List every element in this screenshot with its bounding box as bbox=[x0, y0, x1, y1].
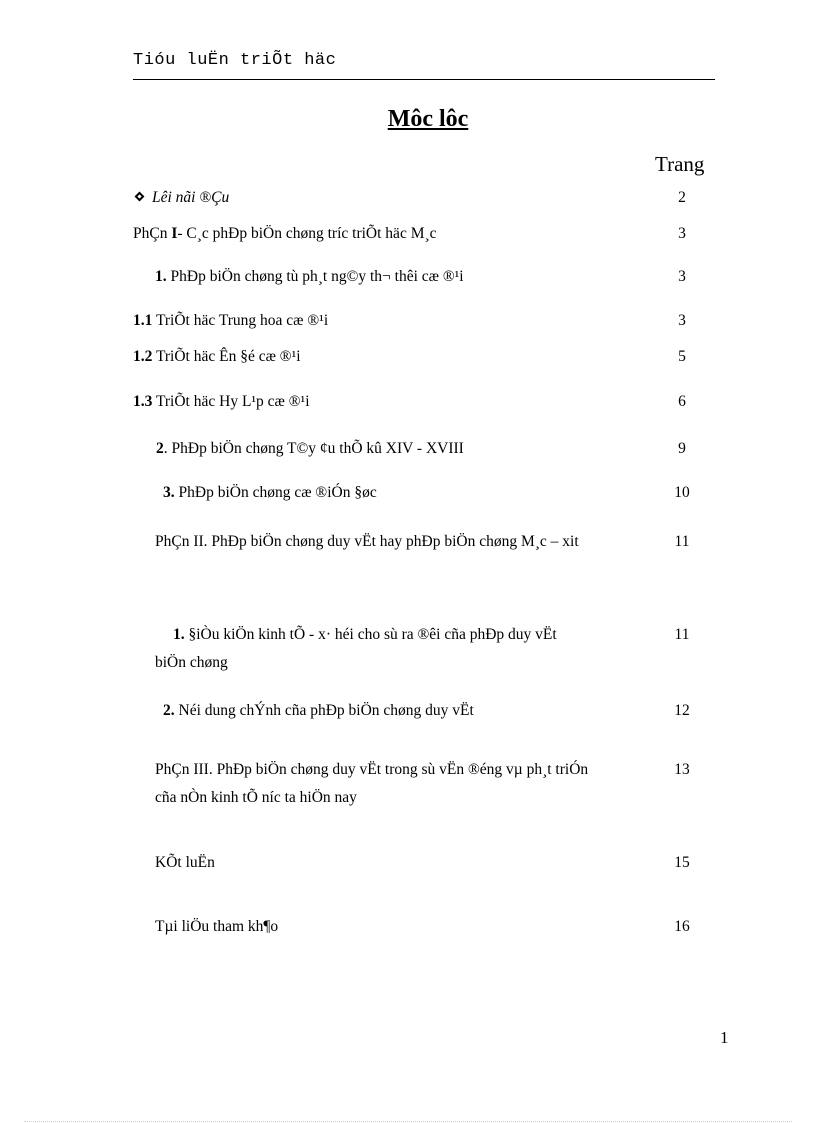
toc-page-number: 16 bbox=[674, 918, 690, 935]
toc-page-number: 6 bbox=[678, 393, 686, 410]
toc-entry-number: 3. bbox=[163, 484, 175, 501]
toc-page-number: 3 bbox=[678, 312, 686, 329]
toc-page-number: 15 bbox=[674, 854, 690, 871]
toc-page-number: 9 bbox=[678, 440, 686, 457]
toc-entry-conclusion[interactable] bbox=[155, 849, 215, 877]
toc-page-number: 13 bbox=[674, 761, 690, 778]
toc-entry-1[interactable] bbox=[155, 263, 464, 291]
toc-entry-number: 1.3 bbox=[133, 393, 153, 410]
toc-entry-part-2[interactable] bbox=[155, 528, 579, 556]
toc-page-number: 5 bbox=[678, 348, 686, 365]
toc-entry-text: PhÐp biÖn chøng cæ ®iÓn §øc bbox=[174, 484, 377, 501]
toc-entry-text: Tµi liÖu tham kh¶o bbox=[155, 918, 279, 935]
toc-page-number: 12 bbox=[674, 702, 690, 719]
toc-entry-1-2[interactable] bbox=[133, 343, 301, 371]
toc-entry-text: TriÕt häc Trung hoa cæ ®¹i bbox=[152, 312, 329, 329]
toc-entry-part-2-1[interactable] bbox=[155, 621, 557, 677]
toc-entry-line-2: biÖn chøng bbox=[155, 654, 228, 671]
toc-entry-text: KÕt luËn bbox=[155, 854, 215, 871]
toc-entry-number: 2. bbox=[163, 702, 175, 719]
page-column-label: Trang bbox=[655, 152, 705, 176]
toc-entry-number: 1. bbox=[155, 268, 167, 285]
toc-entry-text: PhÐp biÖn chøng tù ph¸t ng©y th¬ thêi cæ ®¹i bbox=[166, 268, 464, 285]
toc-entry-text: §iÒu kiÖn kinh tÕ - x· héi cho sù ra ®êi cña phÐp duy vËt bbox=[184, 626, 557, 643]
toc-entry-references[interactable] bbox=[155, 913, 278, 941]
toc-entry-3[interactable] bbox=[163, 479, 377, 507]
toc-page-number: 3 bbox=[678, 268, 686, 285]
toc-entry-line-1 bbox=[155, 621, 557, 649]
toc-entry-number: 2 bbox=[156, 440, 164, 457]
toc-entry-number: 1.2 bbox=[133, 348, 153, 365]
toc-entry-1-1[interactable] bbox=[133, 307, 328, 335]
header-rule bbox=[133, 79, 715, 80]
toc-entry-line-2: cña nÒn kinh tÕ níc ta hiÖn nay bbox=[155, 789, 357, 806]
bottom-rule bbox=[24, 1121, 792, 1122]
toc-entry-text: - C¸c phÐp biÖn chøng tríc triÕt häc M¸c bbox=[177, 225, 437, 242]
toc-page-number: 2 bbox=[678, 189, 686, 206]
toc-entry-text: Lêi nãi ®Çu bbox=[152, 189, 230, 206]
page-number: 1 bbox=[720, 1028, 729, 1047]
toc-entry-number: 1.1 bbox=[133, 312, 153, 329]
toc-entry-prefix: PhÇn bbox=[133, 225, 172, 242]
diamond-bullet-icon bbox=[133, 190, 146, 203]
toc-entry-text: Néi dung chÝnh cña phÐp biÖn chøng duy vËt bbox=[174, 702, 474, 719]
toc-entry-part-3[interactable] bbox=[133, 756, 588, 812]
toc-page-number: 11 bbox=[674, 626, 690, 643]
toc-entry-preface[interactable] bbox=[133, 184, 229, 212]
page-title: Môc lôc bbox=[387, 106, 469, 132]
toc-entry-part-2-2[interactable] bbox=[163, 697, 474, 725]
toc-entry-text: PhÇn II. PhÐp biÖn chøng duy vËt hay phÐp biÖn chøng M¸c – xit bbox=[155, 533, 579, 550]
toc-page-number: 3 bbox=[678, 225, 686, 242]
toc-entry-number: I bbox=[171, 225, 178, 242]
toc-entry-2[interactable] bbox=[156, 435, 464, 463]
toc-entry-text: TriÕt häc Hy L¹p cæ ®¹i bbox=[152, 393, 310, 410]
toc-entry-1-3[interactable] bbox=[133, 388, 310, 416]
toc-entry-line-1: PhÇn III. PhÐp biÖn chøng duy vËt trong sù vËn ®éng vµ ph¸t triÓn bbox=[155, 761, 589, 778]
toc-page-number: 10 bbox=[674, 484, 690, 501]
toc-entry-part-1[interactable] bbox=[133, 220, 437, 248]
page-header: Tióu luËn triÕt häc bbox=[133, 51, 337, 70]
toc-entry-number: 1. bbox=[173, 626, 185, 643]
toc-entry-text: TriÕt häc Ên §é cæ ®¹i bbox=[152, 348, 301, 365]
toc-entry-text: . PhÐp biÖn chøng T©y ¢u thÕ kû XIV - XVIII bbox=[163, 440, 464, 457]
toc-page-number: 11 bbox=[674, 533, 690, 550]
